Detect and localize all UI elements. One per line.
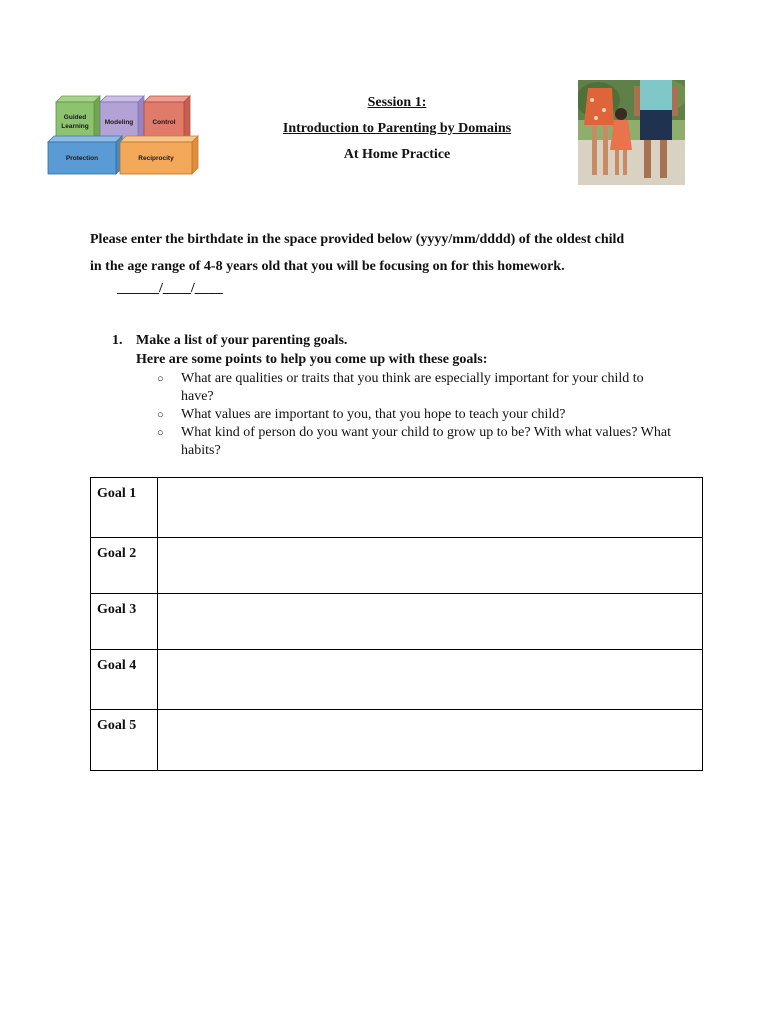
goal-input-4[interactable] <box>158 650 703 710</box>
logo-block-reciprocity <box>120 136 198 174</box>
goal-input-1[interactable] <box>158 478 703 538</box>
logo-block-control <box>144 96 190 142</box>
goal-label: Goal 4 <box>91 650 158 710</box>
logo-label-guided: Guided <box>63 114 87 121</box>
table-row <box>91 650 703 710</box>
session-header <box>250 92 544 170</box>
goal-label: Goal 3 <box>91 594 158 650</box>
list-item: ○ What values are important to you, that you hope to teach your child? <box>157 407 566 422</box>
logo-label-reciprocity: Reciprocity <box>138 155 174 162</box>
circle-bullet-icon: ○ <box>157 373 164 385</box>
domains-logo <box>46 94 202 180</box>
logo-label-learning: Learning <box>61 123 89 130</box>
circle-bullet-icon: ○ <box>157 427 164 439</box>
birthdate-instructions <box>90 226 710 280</box>
question-bullet-list <box>157 370 677 460</box>
session-subtitle: At Home Practice <box>343 147 451 162</box>
table-row <box>91 478 703 538</box>
session-number: Session 1: <box>367 95 427 110</box>
table-row <box>91 710 703 771</box>
question-subheading: Here are some points to help you come up with these goals: <box>136 352 488 367</box>
goal-input-2[interactable] <box>158 538 703 594</box>
list-item: ○ What are qualities or traits that you think are especially important for your child to have? <box>157 371 644 404</box>
logo-label-modeling: Modeling <box>104 119 134 126</box>
instructions-line-1: Please enter the birthdate in the space provided below (yyyy/mm/dddd) of the oldest child <box>90 232 625 247</box>
circle-bullet-icon: ○ <box>157 409 164 421</box>
goal-label: Goal 2 <box>91 538 158 594</box>
list-item: ○ What kind of person do you want your child to grow up to be? With what values? What habits? <box>157 425 671 458</box>
goal-input-5[interactable] <box>158 710 703 771</box>
goal-input-3[interactable] <box>158 594 703 650</box>
logo-label-control: Control <box>152 119 176 126</box>
logo-label-protection: Protection <box>65 155 99 162</box>
logo-block-guided-learning <box>56 96 100 142</box>
table-row <box>91 538 703 594</box>
question-heading: Make a list of your parenting goals. <box>136 333 348 348</box>
logo-block-protection <box>48 136 122 174</box>
goal-label: Goal 5 <box>91 710 158 771</box>
goals-table <box>90 477 703 771</box>
question-number: 1. <box>112 333 123 348</box>
instructions-line-2: in the age range of 4-8 years old that you will be focusing on for this homework. <box>90 259 565 274</box>
logo-block-modeling <box>100 96 144 142</box>
birthdate-blank[interactable]: ______/____/____ <box>117 281 223 296</box>
goal-label: Goal 1 <box>91 478 158 538</box>
table-row <box>91 594 703 650</box>
session-title: Introduction to Parenting by Domains <box>282 121 512 136</box>
family-photo <box>578 80 685 185</box>
